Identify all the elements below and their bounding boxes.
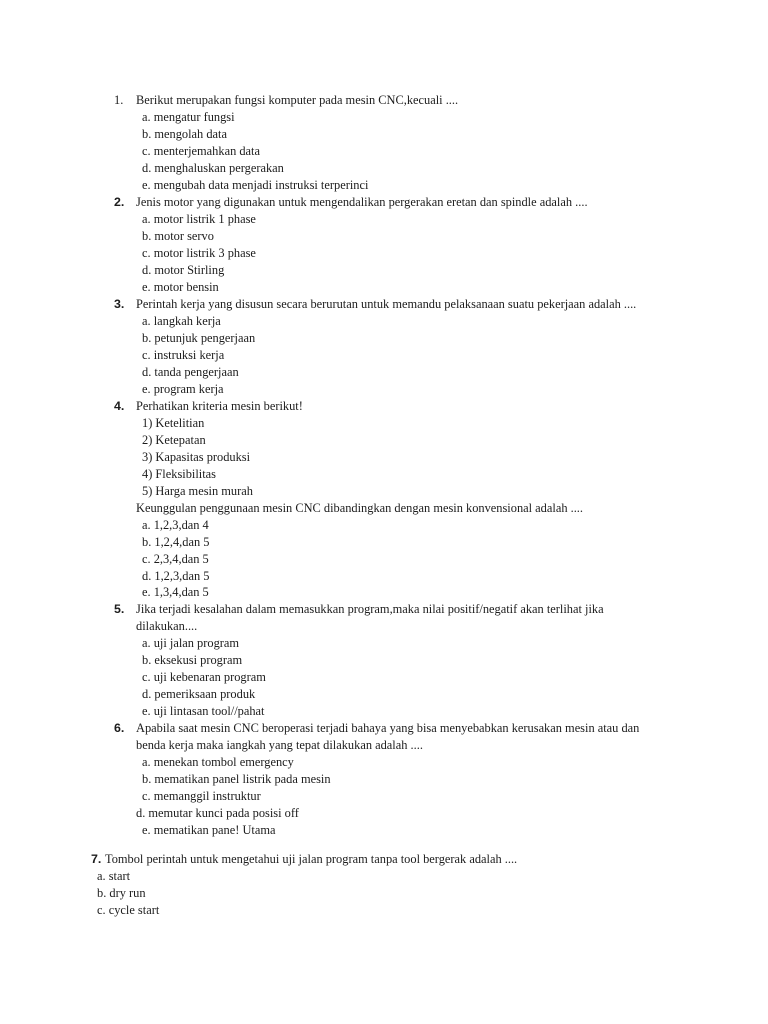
question-6-option-b: b. mematikan panel listrik pada mesin [142, 772, 331, 786]
question-5-text-line-1: Jika terjadi kesalahan dalam memasukkan program,maka nilai positif/negatif akan terlihat jika [136, 602, 604, 616]
question-7-option-b: b. dry run [97, 886, 146, 900]
question-4-criterion-3: 3) Kapasitas produksi [142, 450, 251, 464]
question-6-option-d: d. memutar kunci pada posisi off [136, 806, 299, 820]
question-2-option-a: a. motor listrik 1 phase [142, 212, 256, 226]
question-5-option-c: c. uji kebenaran program [142, 670, 266, 684]
question-3-option-a: a. langkah kerja [142, 314, 221, 328]
question-7-option-a: a. start [97, 869, 131, 883]
question-4-option-b: b. 1,2,4,dan 5 [142, 535, 210, 549]
question-1-option-e: e. mengubah data menjadi instruksi terperinci [142, 178, 369, 192]
question-3-number: 3. [114, 297, 125, 311]
question-5-text-line-2: dilakukan.... [136, 619, 198, 633]
question-4-option-e: e. 1,3,4,dan 5 [142, 585, 209, 599]
question-5-option-a: a. uji jalan program [142, 636, 240, 650]
question-7-number: 7. [91, 852, 102, 866]
question-4-criterion-1: 1) Ketelitian [142, 416, 205, 430]
question-7-option-c: c. cycle start [97, 903, 160, 917]
question-4-option-d: d. 1,2,3,dan 5 [142, 569, 210, 583]
question-2-number: 2. [114, 195, 125, 209]
question-1-number: 1. [114, 93, 124, 107]
question-2-option-c: c. motor listrik 3 phase [142, 246, 256, 260]
question-4-stem: Keunggulan penggunaan mesin CNC dibandingkan dengan mesin konvensional adalah .... [136, 501, 584, 515]
question-5-option-e: e. uji lintasan tool//pahat [142, 704, 265, 718]
question-6-text-line-1: Apabila saat mesin CNC beroperasi terjadi bahaya yang bisa menyebabkan kerusakan mesin atau dan [136, 721, 640, 735]
question-3-option-e: e. program kerja [142, 382, 224, 396]
question-3-option-b: b. petunjuk pengerjaan [142, 331, 256, 345]
question-6-option-a: a. menekan tombol emergency [142, 755, 294, 769]
question-1-option-b: b. mengolah data [142, 127, 227, 141]
question-3-option-d: d. tanda pengerjaan [142, 365, 239, 379]
question-5-option-b: b. eksekusi program [142, 653, 243, 667]
question-4-number: 4. [114, 399, 125, 413]
question-7-text: Tombol perintah untuk mengetahui uji jalan program tanpa tool bergerak adalah .... [105, 852, 518, 866]
question-6-option-c: c. memanggil instruktur [142, 789, 261, 803]
question-5-number: 5. [114, 602, 125, 616]
question-4-option-c: c. 2,3,4,dan 5 [142, 552, 209, 566]
question-6-option-e: e. mematikan pane! Utama [142, 823, 276, 837]
question-1-option-c: c. menterjemahkan data [142, 144, 260, 158]
question-6-number: 6. [114, 721, 125, 735]
question-4-criterion-2: 2) Ketepatan [142, 433, 206, 447]
question-1-option-a: a. mengatur fungsi [142, 110, 235, 124]
question-6-text-line-2: benda kerja maka iangkah yang tepat dilakukan adalah .... [136, 738, 423, 752]
question-2-option-e: e. motor bensin [142, 280, 219, 294]
question-4-text: Perhatikan kriteria mesin berikut! [136, 399, 303, 413]
question-5-option-d: d. pemeriksaan produk [142, 687, 256, 701]
question-4-option-a: a. 1,2,3,dan 4 [142, 518, 209, 532]
question-2-text: Jenis motor yang digunakan untuk mengendalikan pergerakan eretan dan spindle adalah .... [136, 195, 588, 209]
question-2-option-b: b. motor servo [142, 229, 214, 243]
question-4-criterion-4: 4) Fleksibilitas [142, 467, 216, 481]
question-1-text: Berikut merupakan fungsi komputer pada mesin CNC,kecuali .... [136, 93, 459, 107]
question-1-option-d: d. menghaluskan pergerakan [142, 161, 284, 175]
question-3-text: Perintah kerja yang disusun secara berurutan untuk memandu pelaksanaan suatu pekerjaan adalah .... [136, 297, 637, 311]
question-3-option-c: c. instruksi kerja [142, 348, 225, 362]
question-2-option-d: d. motor Stirling [142, 263, 225, 277]
question-4-criterion-5: 5) Harga mesin murah [142, 484, 253, 498]
